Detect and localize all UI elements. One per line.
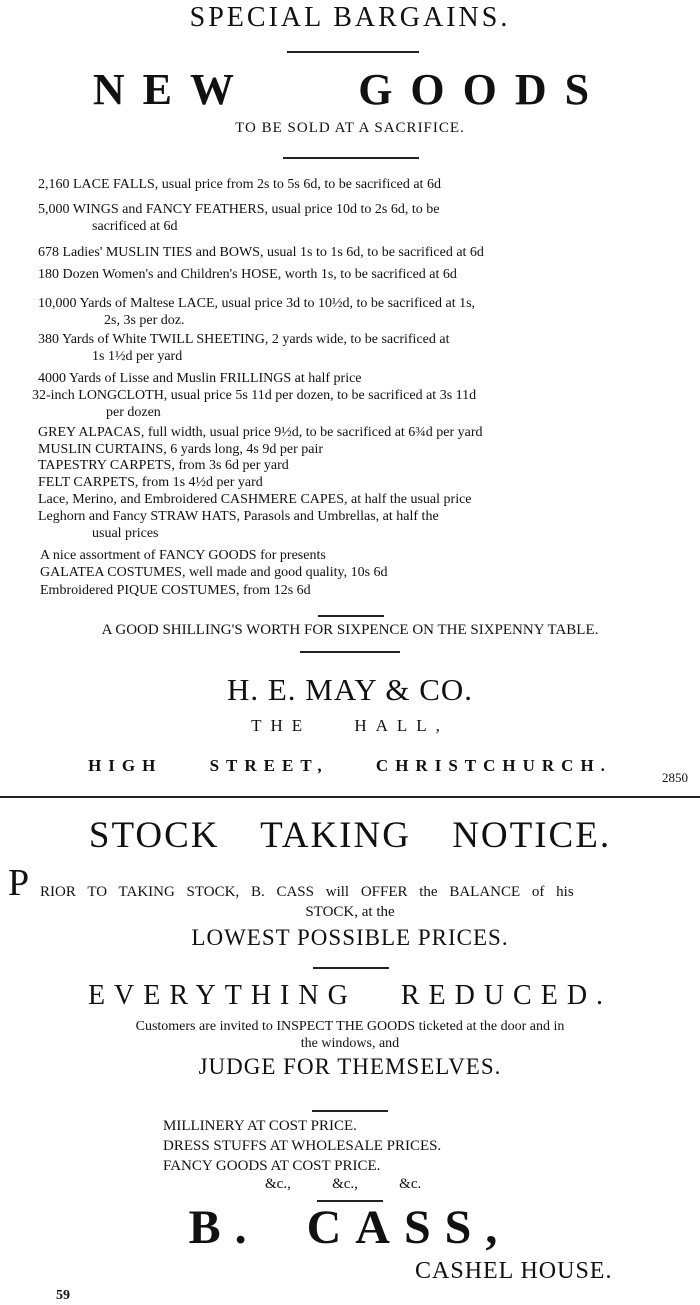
divider	[300, 651, 400, 653]
judge-line: JUDGE FOR THEMSELVES.	[198, 1054, 502, 1079]
goods-item: 10,000 Yards of Maltese LACE, usual price 3d to 10½d, to be sacrificed at 1s,	[38, 296, 476, 311]
customers-line2: the windows, and	[300, 1036, 400, 1051]
goods-item: Embroidered PIQUE COSTUMES, from 12s 6d	[40, 583, 311, 598]
goods-item: GREY ALPACAS, full width, usual price 9½d, to be sacrificed at 6¾d per yard	[38, 425, 483, 440]
goods-item: MUSLIN CURTAINS, 6 yards long, 4s 9d per pair	[38, 442, 324, 457]
goods-item: 32-inch LONGCLOTH, usual price 5s 11d per dozen, to be sacrificed at 3s 11d	[32, 388, 477, 403]
goods-item: TAPESTRY CARPETS, from 3s 6d per yard	[38, 458, 289, 473]
goods-item-continuation: per dozen	[106, 405, 161, 420]
etc-line: &c., &c., &c.	[265, 1176, 422, 1192]
firm-address: HIGH STREET, CHRISTCHURCH.	[88, 756, 612, 775]
goods-item: FELT CARPETS, from 1s 4½d per yard	[38, 475, 263, 490]
divider	[313, 967, 389, 969]
divider	[312, 1110, 388, 1112]
goods-item: 5,000 WINGS and FANCY FEATHERS, usual price 10d to 2s 6d, to be	[38, 202, 440, 217]
goods-item: 380 Yards of White TWILL SHEETING, 2 yards wide, to be sacrificed at	[38, 332, 450, 347]
everything-reduced-heading: EVERYTHING REDUCED.	[87, 980, 613, 1011]
cashel-house: CASHEL HOUSE.	[415, 1258, 613, 1284]
page-number: 59	[56, 1288, 70, 1303]
goods-item: 180 Dozen Women's and Children's HOSE, worth 1s, to be sacrificed at 6d	[38, 267, 457, 282]
advert-number: 2850	[662, 770, 688, 785]
goods-item: Leghorn and Fancy STRAW HATS, Parasols and Umbrellas, at half the	[38, 509, 439, 524]
goods-item-continuation: 1s 1½d per yard	[92, 349, 183, 364]
goods-item-continuation: usual prices	[92, 526, 159, 541]
cass-name: B. CASS,	[188, 1201, 512, 1254]
goods-item: 678 Ladies' MUSLIN TIES and BOWS, usual 1s to 1s 6d, to be sacrificed at 6d	[38, 245, 484, 260]
stock-taking-heading: STOCK TAKING NOTICE.	[88, 815, 612, 856]
customers-line1: Customers are invited to INSPECT THE GOODS ticketed at the door and in	[135, 1019, 565, 1034]
drop-cap: P	[8, 862, 30, 904]
goods-item: GALATEA COSTUMES, well made and good quality, 10s 6d	[40, 565, 388, 580]
goods-item: A nice assortment of FANCY GOODS for presents	[40, 548, 326, 563]
firm-hall: THE HALL,	[251, 716, 449, 735]
goods-item-continuation: 2s, 3s per doz.	[104, 313, 185, 328]
millinery-line: MILLINERY AT COST PRICE.	[163, 1118, 357, 1134]
divider	[283, 157, 419, 159]
sacrifice-subtitle: TO BE SOLD AT A SACRIFICE.	[235, 120, 465, 136]
special-bargains-heading: SPECIAL BARGAINS.	[189, 2, 511, 33]
fancy-goods-line: FANCY GOODS AT COST PRICE.	[163, 1158, 381, 1174]
prior-notice-line1: RIOR TO TAKING STOCK, B. CASS will OFFER the BALANCE of his	[40, 884, 574, 900]
goods-item: Lace, Merino, and Embroidered CASHMERE CAPES, at half the usual price	[38, 492, 472, 507]
dress-stuffs-line: DRESS STUFFS AT WHOLESALE PRICES.	[163, 1138, 442, 1154]
lowest-prices-line: LOWEST POSSIBLE PRICES.	[191, 925, 509, 950]
divider	[318, 615, 384, 617]
section-separator	[0, 796, 700, 798]
firm-name: H. E. MAY & CO.	[226, 672, 474, 707]
new-goods-title: NEW GOODS	[92, 65, 608, 114]
divider	[287, 51, 419, 53]
goods-item: 4000 Yards of Lisse and Muslin FRILLINGS at half price	[38, 371, 362, 386]
prior-notice-line2: STOCK, at the	[305, 904, 395, 920]
goods-item-continuation: sacrificed at 6d	[92, 219, 178, 234]
sixpenny-table-line: A GOOD SHILLING'S WORTH FOR SIXPENCE ON THE SIXPENNY TABLE.	[101, 622, 599, 638]
goods-item: 2,160 LACE FALLS, usual price from 2s to 5s 6d, to be sacrificed at 6d	[38, 177, 441, 192]
